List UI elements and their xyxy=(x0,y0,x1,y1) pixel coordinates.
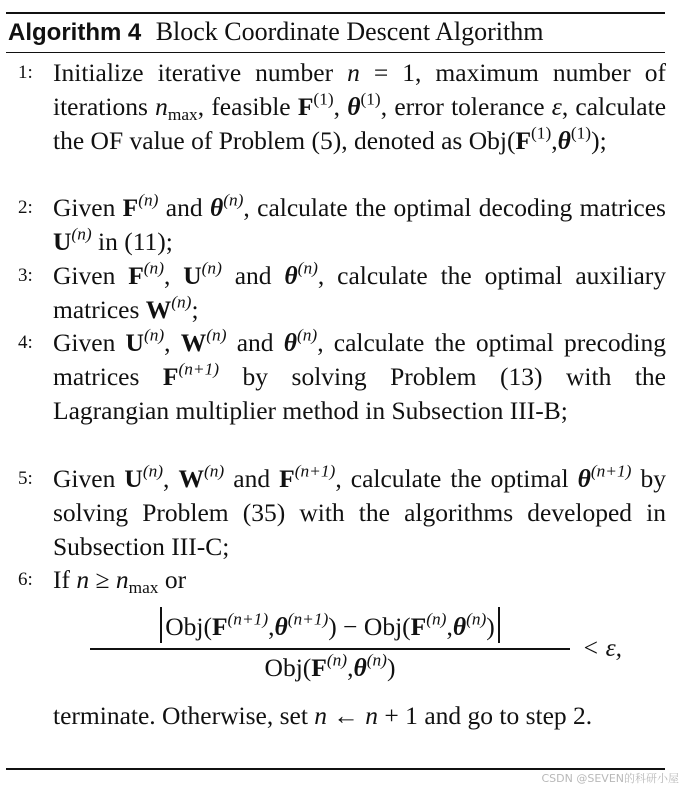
step-text: If $n \ge n_{max}$ or xyxy=(53,565,187,598)
fraction-numerator: $Obj(F^{(n+1)},\theta^{(n+1)}) - Obj(F^{(n)},\theta^{(n)})$ xyxy=(90,607,570,644)
step-number: 4: xyxy=(18,332,33,353)
step-number: 5: xyxy=(18,468,33,489)
step-text: Given $F^{(n)}$ and $\theta^{(n)}$, calculate the optimal decoding matrices $U^{(n)}$ in (11); xyxy=(53,190,666,256)
algorithm-title: Block Coordinate Descent Algorithm xyxy=(155,17,544,46)
fraction-denominator: $Obj(F^{(n)},\theta^{(n)})$ xyxy=(264,650,396,682)
abs-bar-left xyxy=(160,607,162,643)
termination-criterion xyxy=(90,603,650,693)
header-rule xyxy=(6,52,665,53)
step-text: Given $F^{(n)}$, $U^{(n)}$ and $\theta^{(n)}$, calculate the optimal auxiliary matrices $W^{(n)}$; xyxy=(53,258,666,324)
step-number: 3: xyxy=(18,265,33,286)
step-text: Initialize iterative number n = 1, maximum number of iterations $n_{max}$, feasible $F^{(1)}$, $\theta^{(1)}$, error tolerance ε, calculate the OF value of Problem (5), denoted as $Obj(F^{(1)},\theta^{(1)})$; xyxy=(53,58,667,155)
algorithm-number: 4 xyxy=(127,19,142,46)
step-number: 1: xyxy=(18,62,33,83)
algorithm-header xyxy=(8,14,543,50)
step-text: Given $U^{(n)}$, $W^{(n)}$ and $\theta^{(n)}$, calculate the optimal precoding matrices $F^{(n+1)}$ by solving Problem (13) with the Lagrangian multiplier method in Subsection III-B; xyxy=(53,325,666,425)
step-text: terminate. Otherwise, set n ← n + 1 and go to step 2. xyxy=(53,701,593,730)
step-number: 2: xyxy=(18,197,33,218)
tolerance-comparison: < ε, xyxy=(582,633,623,662)
step-text: Given $U^{(n)}$, $W^{(n)}$ and $F^{(n+1)}$, calculate the optimal $\theta^{(n+1)}$ by solving Problem (35) with the algorithms developed in Subsection III-C; xyxy=(53,461,667,561)
abs-bar-right xyxy=(498,607,500,643)
watermark: CSDN @SEVEN的科研小屋 xyxy=(541,772,679,785)
step-number: 6: xyxy=(18,569,33,590)
algorithm-label: Algorithm xyxy=(8,19,122,46)
